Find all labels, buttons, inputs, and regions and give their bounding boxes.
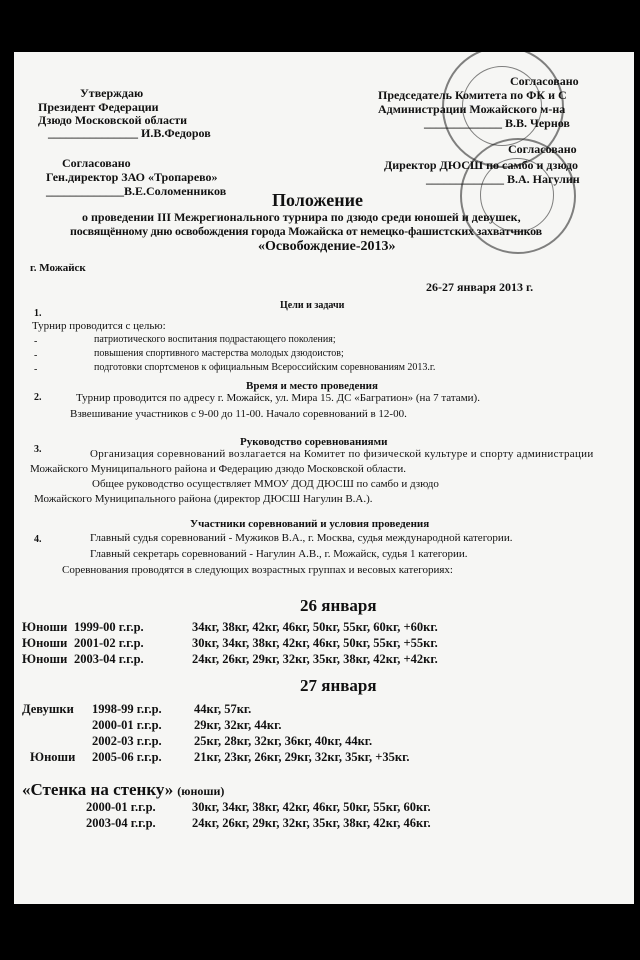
document-title: Положение bbox=[272, 190, 363, 210]
approver-title: Президент Федерации bbox=[38, 100, 159, 114]
section-4-line-1: Главный судья соревнований - Мужиков В.А., г. Москва, судья международной категории. bbox=[90, 532, 513, 544]
team-event-title: «Стенка на стенку» bbox=[22, 780, 174, 799]
section-4-line-2: Главный секретарь соревнований - Нагулин А.В., г. Можайск, судья 1 категории. bbox=[90, 548, 468, 560]
section-3-line-1: Организация соревнований возлагается на Комитет по физической культуре и спорту администрации bbox=[90, 448, 594, 460]
day-2-title: 27 января bbox=[300, 676, 377, 695]
approve-label: Утверждаю bbox=[80, 86, 144, 100]
committee-org: Администрации Можайского м-на bbox=[378, 102, 566, 116]
city: г. Можайск bbox=[30, 262, 86, 274]
document-subtitle-1: о проведении III Межрегионального турнира по дзюдо среди юношей и девушек, bbox=[82, 210, 521, 224]
section-1-intro: Турнир проводится с целью: bbox=[32, 320, 166, 332]
agreed-label-left: Согласовано bbox=[62, 156, 131, 170]
agreed-signature-left: _____________В.Е.Соломенников bbox=[46, 184, 227, 198]
section-3-heading: Руководство соревнованиями bbox=[240, 436, 388, 448]
section-2-line-1: Турнир проводится по адресу г. Можайск, ул. Мира 15. ДС «Багратион» (на 7 татами). bbox=[76, 392, 480, 404]
goal-item-1: патриотического воспитания подрастающего поколения; bbox=[94, 334, 336, 345]
agreed-title-left: Ген.директор ЗАО «Тропарево» bbox=[46, 170, 218, 184]
team-event-note: (юноши) bbox=[177, 784, 225, 798]
section-2-line-2: Взвешивание участников с 9-00 до 11-00. Начало соревнований в 12-00. bbox=[70, 408, 407, 420]
director-title: Директор ДЮСШ по самбо и дзюдо bbox=[384, 158, 579, 172]
committee-signature: _____________ В.В. Чернов bbox=[424, 116, 570, 130]
director-signature: _____________ В.А. Нагулин bbox=[426, 172, 580, 186]
day-1-title: 26 января bbox=[300, 596, 377, 615]
section-4-number: 4. bbox=[34, 534, 42, 545]
section-2-number: 2. bbox=[34, 392, 42, 403]
section-3-line-4: Можайского Муниципального района (директор ДЮСШ Нагулин В.А.). bbox=[34, 493, 373, 505]
document-page: Утверждаю Президент Федерации Дзюдо Московской области _______________ И.В.Федоров Согласовано Ген.директор ЗАО «Тропарево» _____________В.Е.Соломенников Согласовано Председатель Комитета по ФК и С Администрации Можайского м-на _____________ В.В. Чернов Согласовано Директор ДЮСШ по самбо и дзюдо _____________ В.А. Нагулин Положение о проведении III Межрегионального турнира по дзюдо среди юношей и девушек, посвящённому дню освобождения города Можайска от немецко-фашистских захватчиков «Освобождение-2013» г. Можайск 26-27 января 2013 г. 1. Цели и задачи Турнир проводится с целью: - патриотического воспитания подрастающего поколения; - повышения спортивного мастерства молодых дзюдоистов; - подготовки спортсменов к официальным Всероссийским соревнованиям 2013.г. 2. Время и место проведения Турнир проводится по адресу г. Можайск, ул. Мира 15. ДС «Багратион» (на 7 татами). Взвешивание участников с 9-00 до 11-00. Начало соревнований в 12-00. 3. Руководство соревнованиями Организация соревнований возлагается на Комитет по физической культуре и спорту администрации Можайского Муниципального района и Федерацию дзюдо Московской области. Общее руководство осуществляет ММОУ ДОД ДЮСШ по самбо и дзюдо Можайского Муниципального района (директор ДЮСШ Нагулин В.А.). 4. Участники соревнований и условия проведения Главный судья соревнований - Мужиков В.А., г. Москва, судья международной категории. Главный секретарь соревнований - Нагулин А.В., г. Можайск, судья 1 категории. Соревнования проводятся в следующих возрастных группах и весовых категориях: 26 января Юноши 1999-00 г.г.р. 34кг, 38кг, 42кг, 46кг, 50кг, 55кг, 60кг, +60кг. Юноши 2001-02 г.г.р. 30кг, 34кг, 38кг, 42кг, 46кг, 50кг, 55кг, +55кг. Юноши 2003-04 г.г.р. 24кг, 26кг, 29кг, 32кг, 35кг, 38кг, 42кг, +42кг. 27 января Девушки 1998-99 г.г.р. 44кг, 57кг. 2000-01 г.г.р. 29кг, 32кг, 44кг. 2002-03 г.г.р. 25кг, 28кг, 32кг, 36кг, 40кг, 44кг. Юноши 2005-06 г.г.р. 21кг, 23кг, 26кг, 29кг, 32кг, 35кг, +35кг. «Стенка на стенку» (юноши) 2000-01 г.г.р. 30кг, 34кг, 38кг, 42кг, 46кг, 50кг, 55кг, 60кг. 2003-04 г.г.р. 24кг, 26кг, 29кг, 32кг, 35кг, 38кг, 42кг, 46кг. bbox=[14, 52, 634, 904]
agreed-label-right-2: Согласовано bbox=[508, 142, 577, 156]
approver-signature: _______________ И.В.Федоров bbox=[48, 126, 211, 140]
goal-item-2: повышения спортивного мастерства молодых дзюдоистов; bbox=[94, 348, 344, 359]
section-4-heading: Участники соревнований и условия проведения bbox=[190, 518, 430, 530]
section-1-heading: Цели и задачи bbox=[280, 300, 345, 311]
event-date: 26-27 января 2013 г. bbox=[426, 280, 534, 294]
agreed-label-right: Согласовано bbox=[510, 74, 579, 88]
section-3-line-2: Можайского Муниципального района и Федерацию дзюдо Московской области. bbox=[30, 463, 406, 475]
section-2-heading: Время и место проведения bbox=[246, 380, 378, 392]
goal-item-3: подготовки спортсменов к официальным Всероссийским соревнованиям 2013.г. bbox=[94, 362, 436, 373]
section-1-number: 1. bbox=[34, 308, 42, 319]
section-3-line-3: Общее руководство осуществляет ММОУ ДОД ДЮСШ по самбо и дзюдо bbox=[92, 478, 439, 490]
team-event-heading bbox=[22, 780, 224, 800]
approver-org: Дзюдо Московской области bbox=[38, 113, 188, 127]
tournament-name: «Освобождение-2013» bbox=[258, 239, 396, 254]
document-subtitle-2: посвящённому дню освобождения города Можайска от немецко-фашистских захватчиков bbox=[70, 224, 542, 238]
section-3-number: 3. bbox=[34, 444, 42, 455]
section-4-line-3: Соревнования проводятся в следующих возрастных группах и весовых категориях: bbox=[62, 564, 453, 576]
committee-chair-title: Председатель Комитета по ФК и С bbox=[378, 88, 567, 102]
